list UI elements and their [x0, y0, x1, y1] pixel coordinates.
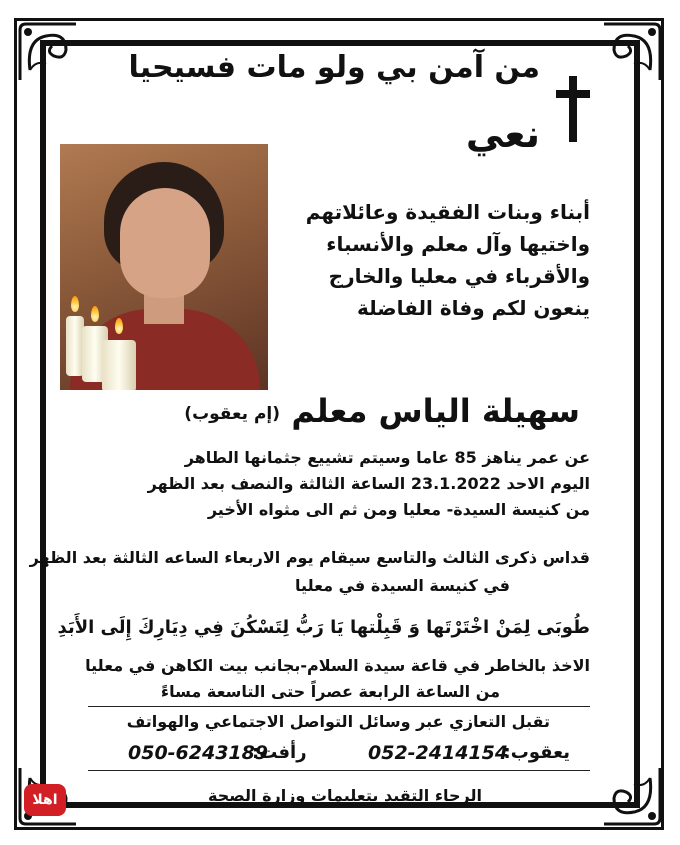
mass-line-1: قداس ذكرى الثالث والتاسع سيقام يوم الاربعاء الساعه الثالثة بعد الظهر [29, 548, 590, 567]
contact-label-2: رأفت: [252, 742, 307, 763]
notice-title: نعي [465, 112, 540, 156]
announcement-line-2: واختيها وآل معلم والأنسباء [326, 232, 590, 256]
mass-line-2: في كنيسة السيدة في معليا [295, 576, 510, 595]
date-line: اليوم الاحد 23.1.2022 الساعة الثالثة والنصف بعد الظهر [147, 474, 590, 493]
corner-ornament-icon [600, 20, 664, 84]
contact-phone-1: 052-2414154 [368, 742, 509, 764]
deceased-nickname: (إم يعقوب) [184, 404, 280, 424]
cross-icon [556, 76, 590, 142]
health-notice: الرجاء التقيد بتعليمات وزارة الصحة [208, 786, 482, 805]
divider [88, 770, 590, 771]
verse: طُوبَى لِمَنْ اخْتَرْتَها وَ قَبِلْتها يَا رَبُّ لِتَسْكُنَ فِي دِيَارِكَ إِلَى الأَبَدِ [57, 617, 590, 638]
deceased-name: سهيلة الياس معلم [291, 392, 580, 430]
site-logo-badge: اهلا [24, 784, 66, 816]
contact-phone-2: 050-6243189 [128, 742, 269, 764]
heading-verse: من آمن بي ولو مات فسيحيا [128, 50, 540, 85]
corner-ornament-icon [16, 20, 80, 84]
divider [88, 706, 590, 707]
announcement-line-3: والأقرباء في معليا والخارج [328, 264, 590, 288]
church-line: من كنيسة السيدة- معليا ومن ثم الى مثواه الأخير [207, 500, 590, 519]
announcement-line-4: ينعون لكم وفاة الفاضلة [356, 296, 590, 320]
deceased-photo [60, 144, 268, 390]
age-line: عن عمر يناهز 85 عاما وسيتم تشييع جثمانها الطاهر [184, 448, 590, 467]
contact-label-1: يعقوب: [503, 742, 570, 763]
announcement-line-1: أبناء وبنات الفقيدة وعائلاتهم [305, 200, 590, 224]
social-line: تقبل التعازي عبر وسائل التواصل الاجتماعي والهواتف [126, 712, 550, 731]
candle-icon [102, 340, 136, 390]
corner-ornament-icon [600, 764, 664, 828]
condolence-line-1: الاخذ بالخاطر في قاعة سيدة السلام-بجانب بيت الكاهن في معليا [85, 656, 590, 675]
condolence-line-2: من الساعة الرابعة عصراً حتى التاسعة مساءً [160, 682, 500, 701]
